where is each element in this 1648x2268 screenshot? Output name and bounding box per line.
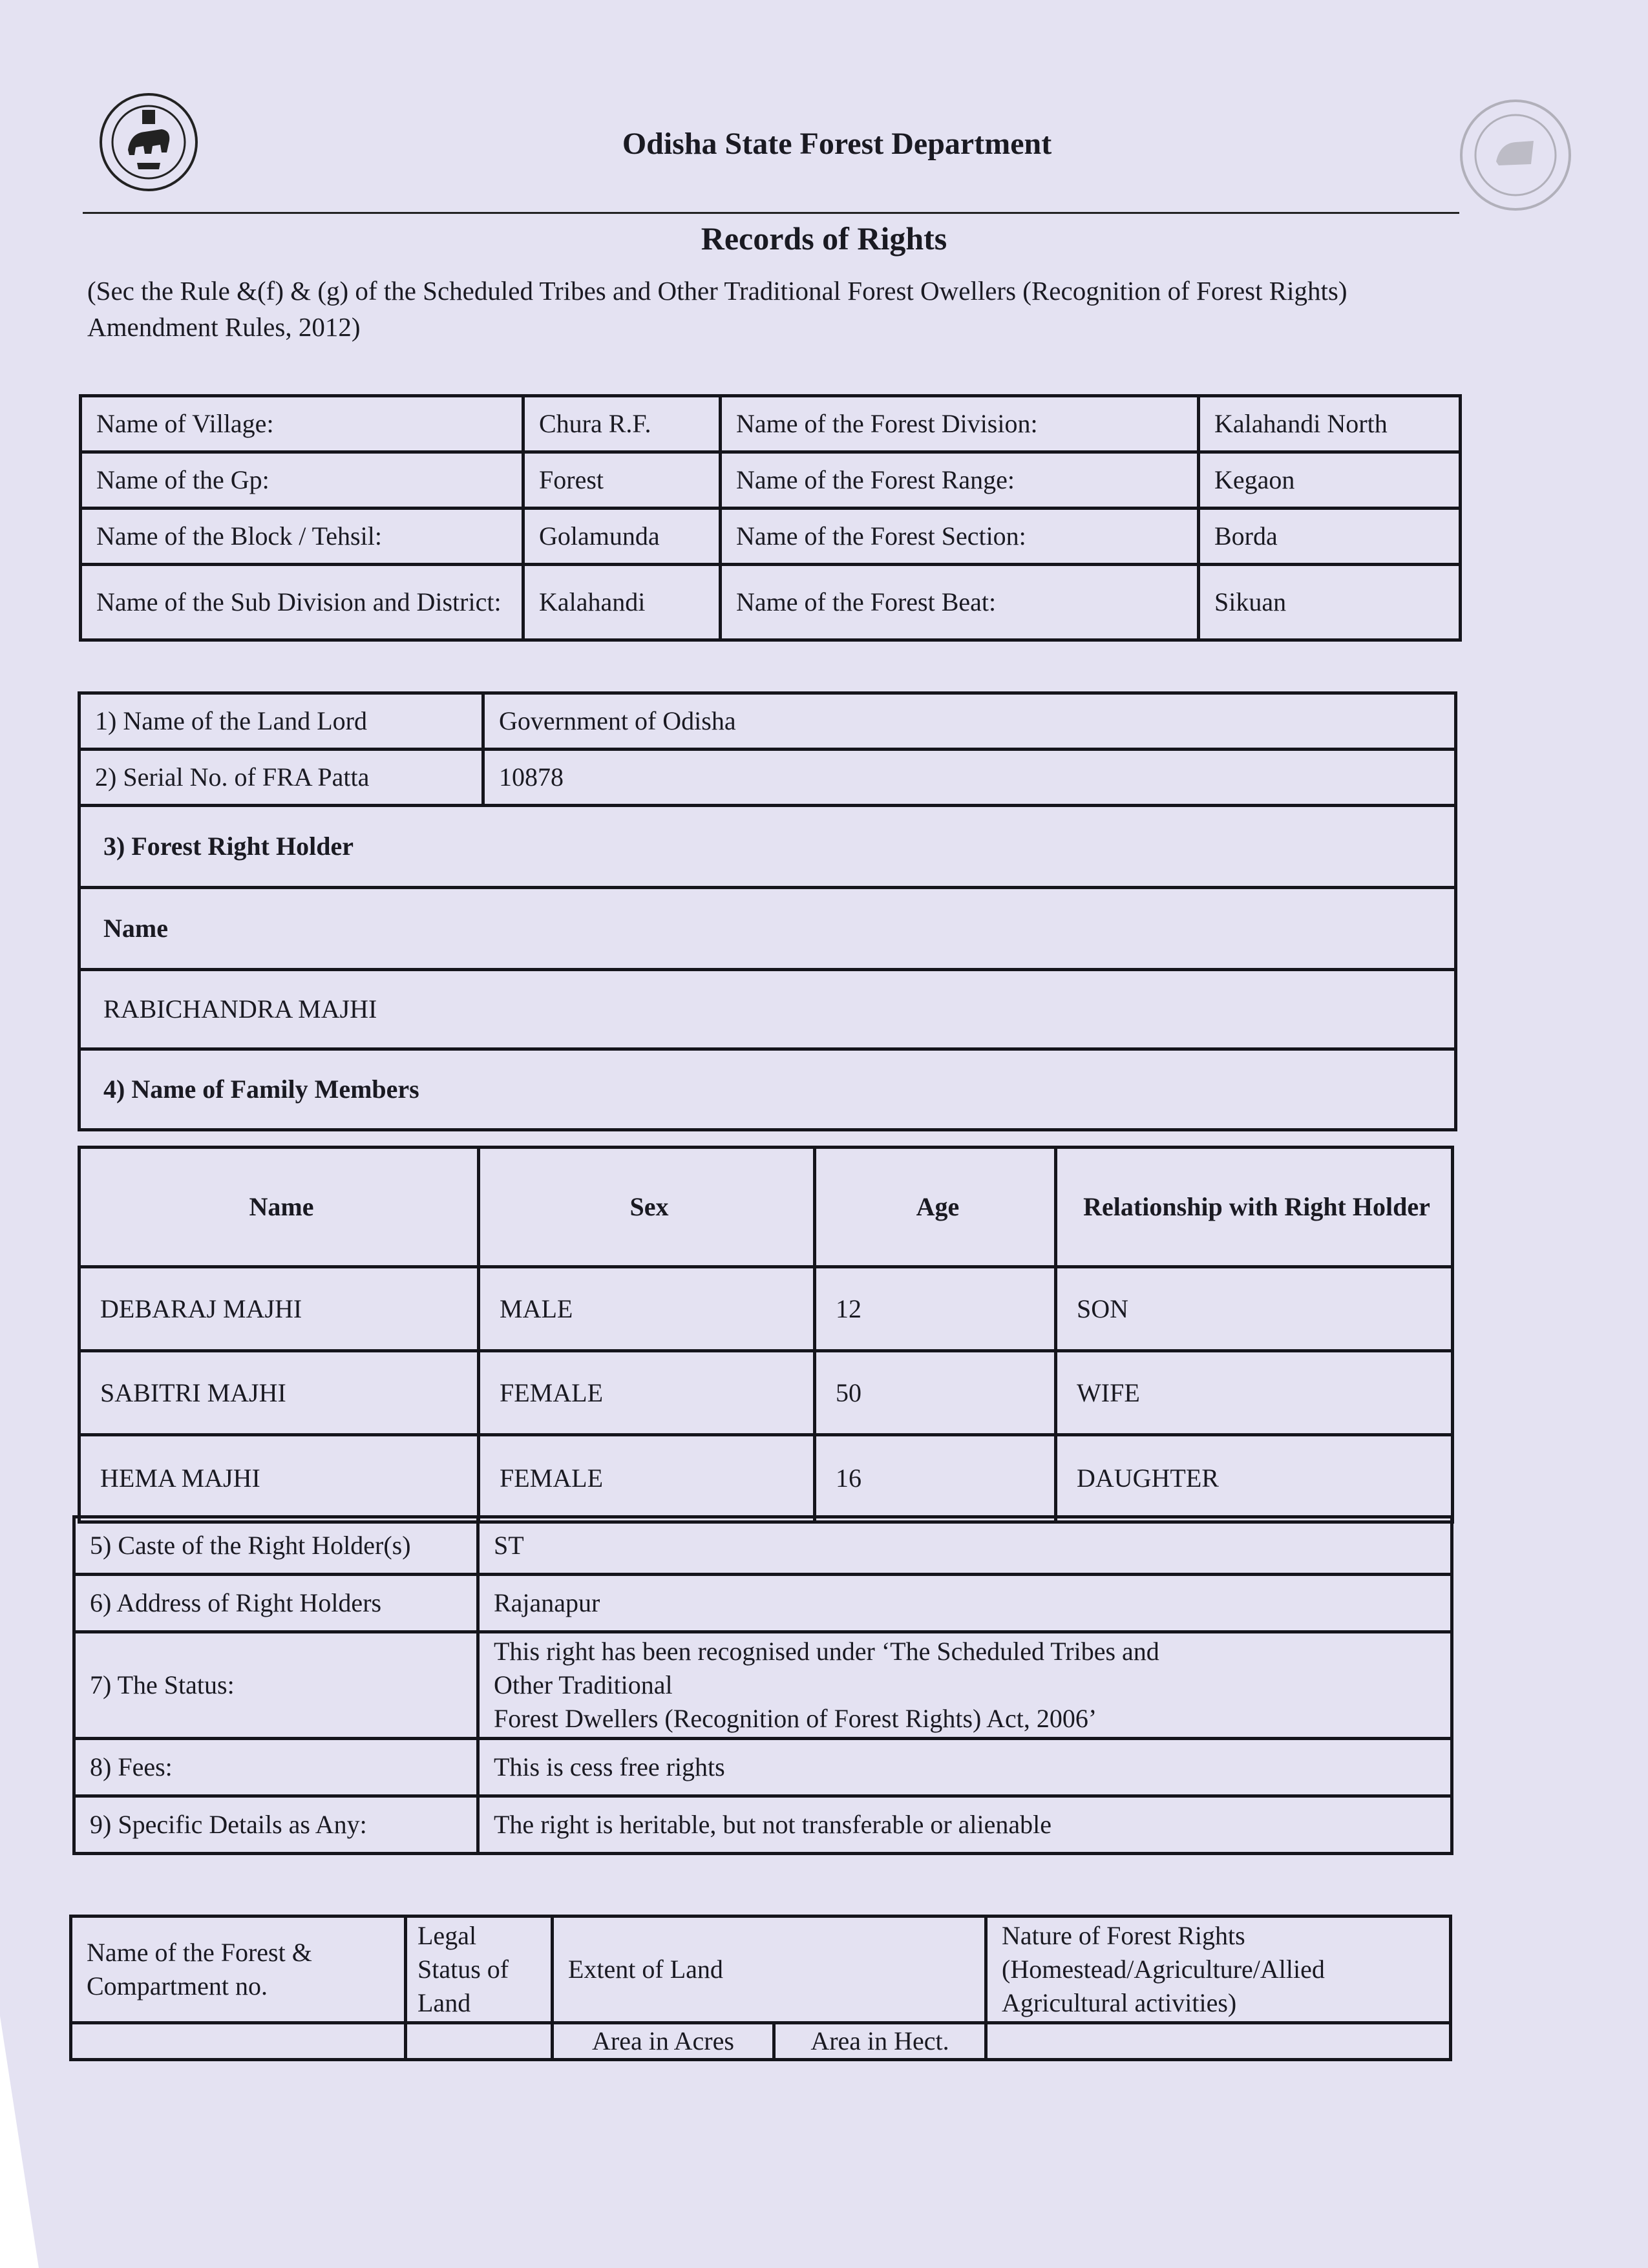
forest-range-label: Name of the Forest Range: (721, 452, 1199, 509)
address-label: 6) Address of Right Holders (74, 1575, 478, 1632)
forest-compartment-value (71, 2023, 406, 2060)
member-sex: MALE (479, 1267, 815, 1351)
forest-section-label: Name of the Forest Section: (721, 509, 1199, 565)
gp-value: Forest (523, 452, 721, 509)
fees-label: 8) Fees: (74, 1739, 478, 1796)
table-row (74, 1796, 1452, 1854)
table-row (79, 1351, 1453, 1435)
member-sex: FEMALE (479, 1435, 815, 1522)
page-title: Records of Rights (701, 220, 947, 257)
table-header-row (71, 1916, 1451, 2023)
nature-of-rights-value (986, 2023, 1451, 2060)
caste-label: 5) Caste of the Right Holder(s) (74, 1517, 478, 1575)
column-header-sex: Sex (479, 1148, 815, 1267)
block-value: Golamunda (523, 509, 721, 565)
table-row (79, 693, 1456, 750)
table-row (81, 509, 1461, 565)
landlord-value: Government of Odisha (483, 693, 1456, 750)
status-line-2: Forest Dwellers (Recognition of Forest Rights) Act, 2006’ (494, 1704, 1097, 1733)
table-row (74, 1632, 1452, 1739)
holder-name-value: RABICHANDRA MAJHI (79, 970, 1456, 1049)
caste-value: ST (478, 1517, 1452, 1575)
nature-of-rights-label: Nature of Forest Rights (Homestead/Agriculture/Allied Agricultural activities) (986, 1916, 1451, 2023)
table-row (79, 970, 1456, 1049)
page-fold (0, 2016, 39, 2268)
details-table (72, 1515, 1453, 1855)
member-age: 50 (815, 1351, 1056, 1435)
name-heading: Name (79, 888, 1456, 970)
forest-division-value: Kalahandi North (1199, 396, 1461, 452)
forest-range-value: Kegaon (1199, 452, 1461, 509)
holder-table (78, 691, 1457, 1131)
forest-compartment-label: Name of the Forest & Compartment no. (71, 1916, 406, 2023)
table-row (79, 888, 1456, 970)
landlord-label: 1) Name of the Land Lord (79, 693, 483, 750)
table-row (79, 1435, 1453, 1522)
member-sex: FEMALE (479, 1351, 815, 1435)
forest-beat-label: Name of the Forest Beat: (721, 565, 1199, 640)
member-age: 16 (815, 1435, 1056, 1522)
member-relation: WIFE (1056, 1351, 1453, 1435)
table-row (79, 806, 1456, 888)
table-row (74, 1739, 1452, 1796)
extent-of-land-label: Extent of Land (553, 1916, 986, 2023)
column-header-relationship: Relationship with Right Holder (1056, 1148, 1453, 1267)
table-row (79, 750, 1456, 806)
specific-details-value: The right is heritable, but not transferable or alienable (478, 1796, 1452, 1854)
table-row (71, 2023, 1451, 2060)
table-row (74, 1575, 1452, 1632)
family-members-heading: 4) Name of Family Members (79, 1049, 1456, 1130)
table-row (74, 1517, 1452, 1575)
forest-division-label: Name of the Forest Division: (721, 396, 1199, 452)
table-row (79, 1267, 1453, 1351)
village-value: Chura R.F. (523, 396, 721, 452)
fees-value: This is cess free rights (478, 1739, 1452, 1796)
subdivision-label: Name of the Sub Division and District: (81, 565, 523, 640)
member-relation: DAUGHTER (1056, 1435, 1453, 1522)
area-acres-label: Area in Acres (553, 2023, 774, 2060)
subdivision-value: Kalahandi (523, 565, 721, 640)
member-name: DEBARAJ MAJHI (79, 1267, 479, 1351)
legal-status-value (406, 2023, 553, 2060)
area-hect-label: Area in Hect. (774, 2023, 986, 2060)
table-row (81, 452, 1461, 509)
column-header-age: Age (815, 1148, 1056, 1267)
table-row (81, 565, 1461, 640)
land-table (69, 1915, 1452, 2061)
block-label: Name of the Block / Tehsil: (81, 509, 523, 565)
family-table (78, 1146, 1454, 1524)
right-holder-heading: 3) Forest Right Holder (79, 806, 1456, 888)
serial-label: 2) Serial No. of FRA Patta (79, 750, 483, 806)
table-row (79, 1049, 1456, 1130)
forest-beat-value: Sikuan (1199, 565, 1461, 640)
village-label: Name of Village: (81, 396, 523, 452)
table-row (81, 396, 1461, 452)
member-relation: SON (1056, 1267, 1453, 1351)
address-value: Rajanapur (478, 1575, 1452, 1632)
specific-details-label: 9) Specific Details as Any: (74, 1796, 478, 1854)
member-name: SABITRI MAJHI (79, 1351, 479, 1435)
member-age: 12 (815, 1267, 1056, 1351)
forest-section-value: Borda (1199, 509, 1461, 565)
status-value (478, 1632, 1452, 1739)
table-header-row (79, 1148, 1453, 1267)
title-divider (83, 212, 1459, 214)
legal-status-label: Legal Status of Land (406, 1916, 553, 2023)
serial-value: 10878 (483, 750, 1456, 806)
rule-citation: (Sec the Rule &(f) & (g) of the Scheduled Tribes and Other Traditional Forest Owellers (Recognition of Forest Rights) Amendment Rules, 2012) (87, 276, 1347, 342)
status-label: 7) The Status: (74, 1632, 478, 1739)
department-title: Odisha State Forest Department (622, 127, 1052, 161)
column-header-name: Name (79, 1148, 479, 1267)
gp-label: Name of the Gp: (81, 452, 523, 509)
member-name: HEMA MAJHI (79, 1435, 479, 1522)
location-table (79, 394, 1462, 642)
status-line-1: This right has been recognised under ‘The Scheduled Tribes and Other Traditional (494, 1637, 1159, 1699)
